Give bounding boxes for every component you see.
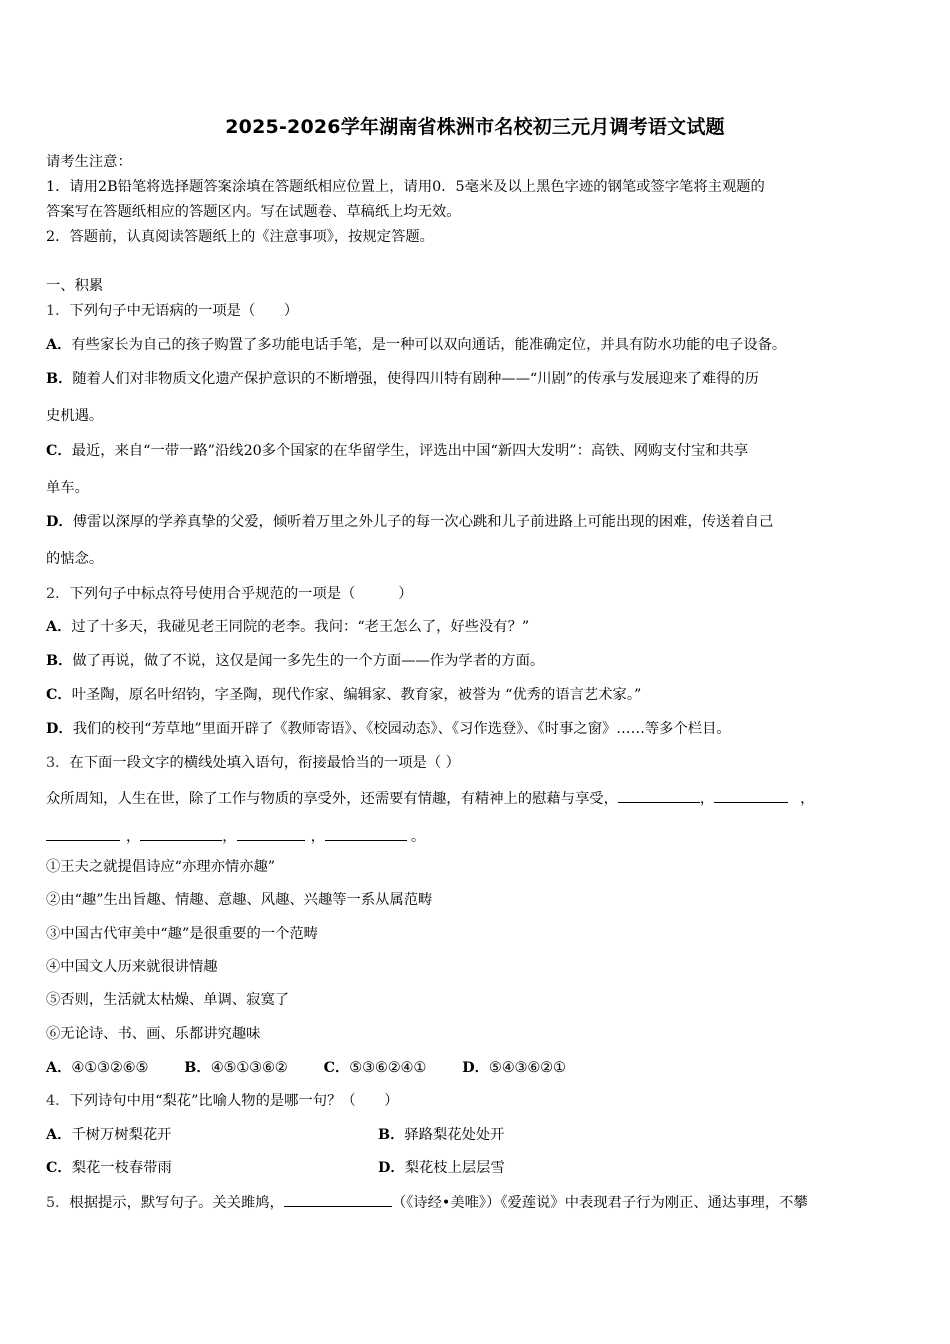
option-text: 叶圣陶，原名叶绍钧，字圣陶，现代作家、编辑家、教育家，被誉为 “优秀的语言艺术家。” <box>71 687 642 703</box>
fill-blank[interactable] <box>325 826 407 841</box>
option-label: D． <box>462 1060 489 1076</box>
question-4-option-b <box>378 1125 504 1145</box>
question-3-option-d <box>462 1060 566 1076</box>
question-text: 根据提示，默写句子。关关雎鸠， <box>69 1195 284 1211</box>
sentence-item: ③中国古代审美中“趣”是很重要的一个范畴 <box>46 926 318 942</box>
option-label: A． <box>46 1127 72 1143</box>
question-3-option-b <box>184 1060 287 1076</box>
fill-blank[interactable] <box>618 788 700 803</box>
option-label: B． <box>46 371 73 387</box>
option-text: 傅雷以深厚的学养真挚的父爱，倾听着万里之外儿子的每一次心跳和儿子前进路上可能出现的困难，传送着自己 <box>72 514 774 530</box>
question-3-option-c <box>324 1060 427 1076</box>
question-1-option-d <box>46 512 773 532</box>
option-label: C． <box>46 1160 72 1176</box>
separator: ， <box>126 829 141 845</box>
option-text: ⑤③⑥②④① <box>349 1060 427 1076</box>
question-3-passage <box>46 788 814 809</box>
option-label: B． <box>184 1060 211 1076</box>
passage-text: 众所周知，人生在世，除了工作与物质的享受外，还需要有情趣，有精神上的慰藉与享受， <box>46 791 618 807</box>
question-4-option-d <box>378 1158 505 1178</box>
question-3-stem <box>46 753 460 773</box>
option-text: 最近，来自“一带一路”沿线20多个国家的在华留学生，评选出中国“新四大发明”：高铁、网购支付宝和共享 <box>71 443 749 459</box>
notice-line: 1．请用2B铅笔将选择题答案涂填在答题纸相应位置上，请用0．5毫米及以上黑色字迹的钢笔或签字笔将主观题的 <box>46 179 765 195</box>
option-label: D． <box>46 514 73 530</box>
option-text: 做了再说，做了不说，这仅是闻一多先生的一个方面——作为学者的方面。 <box>72 653 545 669</box>
question-4-option-c <box>46 1158 172 1178</box>
option-text: ④⑤①③⑥② <box>210 1060 288 1076</box>
question-3-options <box>46 1058 566 1078</box>
option-label: C． <box>46 687 72 703</box>
option-text: 驿路梨花处处开 <box>404 1127 505 1143</box>
option-text: 梨花枝上层层雪 <box>404 1160 505 1176</box>
option-text: 梨花一枝春带雨 <box>71 1160 172 1176</box>
question-text: 下列诗句中用“梨花”比喻人物的是哪一句？（ ） <box>69 1093 399 1109</box>
option-label: B． <box>378 1127 405 1143</box>
period: 。 <box>410 829 426 845</box>
question-4-option-a <box>46 1125 171 1145</box>
option-text: 我们的校刊“芳草地”里面开辟了《教师寄语》、《校园动态》、《习作选登》、《时事之窗》……等多个栏目。 <box>72 721 731 737</box>
sentence-item: ④中国文人历来就很讲情趣 <box>46 959 218 975</box>
question-1-option-a <box>46 335 786 355</box>
section-heading: 一、积累 <box>46 278 104 294</box>
question-1-stem <box>46 301 298 321</box>
question-2-option-a <box>46 617 529 637</box>
sentence-item: ②由“趣”生出旨趣、情趣、意趣、风趣、兴趣等一系从属范畴 <box>46 892 433 908</box>
fill-blank[interactable] <box>46 826 120 841</box>
question-2-stem <box>46 584 413 604</box>
question-3-passage-continued <box>46 826 425 847</box>
separator: ， <box>800 791 815 807</box>
option-label: A． <box>46 619 72 635</box>
separator: ， <box>310 829 325 845</box>
question-number: 3． <box>46 755 70 771</box>
question-text: 下列句子中标点符号使用合乎规范的一项是（ ） <box>69 586 413 602</box>
question-number: 4． <box>46 1093 70 1109</box>
question-text: 下列句子中无语病的一项是（ ） <box>69 303 299 319</box>
option-text: 随着人们对非物质文化遗产保护意识的不断增强，使得四川特有剧种——“川剧”的传承与发展迎来了难得的历 <box>72 371 759 387</box>
question-text: 在下面一段文字的横线处填入语句，衔接最恰当的一项是（ ） <box>69 755 460 771</box>
option-label: D． <box>46 721 73 737</box>
fill-blank[interactable] <box>140 826 222 841</box>
question-1-option-b <box>46 369 759 389</box>
fill-blank[interactable] <box>284 1192 392 1207</box>
question-2-option-d <box>46 719 731 739</box>
page-title: 2025-2026学年湖南省株洲市名校初三元月调考语文试题 <box>225 116 725 138</box>
sentence-item: ⑤否则，生活就太枯燥、单调、寂寞了 <box>46 992 290 1008</box>
question-4-stem <box>46 1091 399 1111</box>
option-text: ④①③②⑥⑤ <box>71 1060 149 1076</box>
option-label: D． <box>378 1160 405 1176</box>
question-5-stem <box>46 1192 906 1213</box>
fill-blank[interactable] <box>237 826 305 841</box>
notice-heading: 请考生注意： <box>46 154 132 170</box>
question-3-option-a <box>46 1060 148 1076</box>
separator: ， <box>699 791 715 807</box>
option-text-continued: 单车。 <box>46 480 89 496</box>
option-text-continued: 的惦念。 <box>46 551 104 567</box>
question-number: 2． <box>46 586 70 602</box>
separator: ， <box>222 829 237 845</box>
option-text-continued: 史机遇。 <box>46 408 104 424</box>
option-text: 千树万树梨花开 <box>71 1127 172 1143</box>
notice-line: 答案写在答题纸相应的答题区内。写在试题卷、草稿纸上均无效。 <box>46 204 461 220</box>
option-text: 有些家长为自己的孩子购置了多功能电话手笔，是一种可以双向通话，能准确定位，并具有防水功能的电子设备。 <box>71 337 787 353</box>
question-2-option-b <box>46 651 544 671</box>
option-label: A． <box>46 1060 72 1076</box>
question-text-continued: （《诗经•美唯》）《爱莲说》中表现君子行为刚正、通达事理，不攀 <box>391 1195 808 1211</box>
notice-line: 2．答题前，认真阅读答题纸上的《注意事项》，按规定答题。 <box>46 229 434 245</box>
sentence-item: ①王夫之就提倡诗应“亦理亦情亦趣” <box>46 859 276 875</box>
question-2-option-c <box>46 685 641 705</box>
question-number: 1． <box>46 303 70 319</box>
option-label: C． <box>323 1060 350 1076</box>
question-1-option-c <box>46 441 748 461</box>
fill-blank[interactable] <box>714 788 788 803</box>
option-label: B． <box>46 653 73 669</box>
option-label: C． <box>46 443 72 459</box>
option-text: 过了十多天，我碰见老王同院的老李。我问：“老王怎么了，好些没有？” <box>71 619 530 635</box>
sentence-item: ⑥无论诗、书、画、乐都讲究趣味 <box>46 1026 261 1042</box>
option-label: A． <box>46 337 72 353</box>
question-number: 5． <box>46 1195 70 1211</box>
option-text: ⑤④③⑥②① <box>488 1060 566 1076</box>
